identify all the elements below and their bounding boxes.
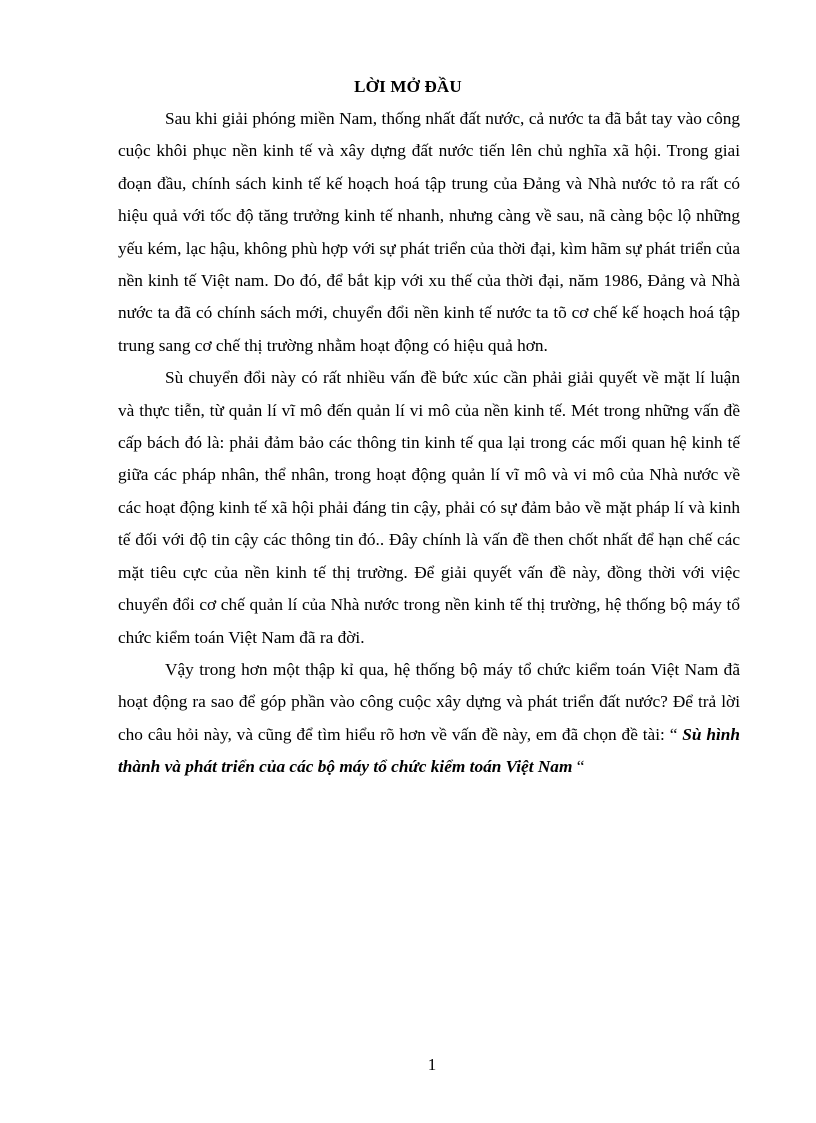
page-number: 1 — [427, 1055, 437, 1074]
paragraph-1: Sau khi giải phóng miền Nam, thống nhất đất nước, cả nước ta đã bắt tay vào công cuộc khôi phục nền kinh tế và xây dựng đất nước tiến lên chủ nghĩa xã hội. Trong giai đoạn đầu, chính sách kinh tế kế hoạch hoá tập trung của Đảng và Nhà nước tỏ ra rất có hiệu quả với tốc độ tăng trưởng kinh tế nhanh, nhưng càng về sau, nã càng bộc lộ những yếu kém, lạc hậu, không phù hợp với sự phát triển của thời đại, kìm hãm sự phát triển của nền kinh tế Việt nam. Do đó, để bắt kịp với xu thế của thời đại, năm 1986, Đảng và Nhà nước ta đã có chính sách mới, chuyển đổi nền kinh tế nước ta tõ cơ chế kế hoạch hoá tập trung sang cơ chế thị trường nhằm hoạt động có hiệu quả hơn. — [118, 109, 740, 355]
page-title: LỜI MỞ ĐẦU — [354, 77, 462, 96]
paragraph-3-text: Vậy trong hơn một thập kỉ qua, hệ thống bộ máy tổ chức kiểm toán Việt Nam đã hoạt động ra sao để góp phần vào công cuộc xây dựng và phát triển đất nước? Để trả lời cho câu hỏi này, và cũng để tìm hiểu rõ hơn về vấn đề này, em đã chọn đề tài: — [118, 659, 740, 744]
paragraph-3 — [118, 654, 740, 784]
topic-open-quote: “ — [664, 724, 683, 744]
topic-close-quote: “ — [572, 757, 585, 777]
document-body — [118, 103, 740, 784]
paragraph-2: Sù chuyển đổi này có rất nhiều vấn đề bức xúc cần phải giải quyết về mặt lí luận và thực tiễn, từ quản lí vĩ mô đến quản lí vi mô của nền kinh tế. Mét trong những vấn đề cấp bách đó là: phải đảm bảo các thông tin kinh tế qua lại trong các mối quan hệ kinh tế giữa các pháp nhân, thể nhân, trong hoạt động quản lí vĩ mô và vi mô của Nhà nước về các hoạt động kinh tế xã hội phải đáng tin cậy, phải có sự đảm bảo về mặt pháp lí và kinh tế đối với độ tin cậy các thông tin đó.. Đây chính là vấn đề then chốt nhất để hạn chế các mặt tiêu cực của nền kinh tế thị trường. Để giải quyết vấn đề này, đồng thời với việc chuyển đổi cơ chế quản lí của Nhà nước trong nền kinh tế thị trường, hệ thống bộ máy tổ chức kiểm toán Việt Nam đã ra đời. — [118, 368, 740, 647]
topic-title: Sù hình thành và phát triển của các bộ máy tổ chức kiểm toán Việt Nam — [118, 724, 741, 777]
